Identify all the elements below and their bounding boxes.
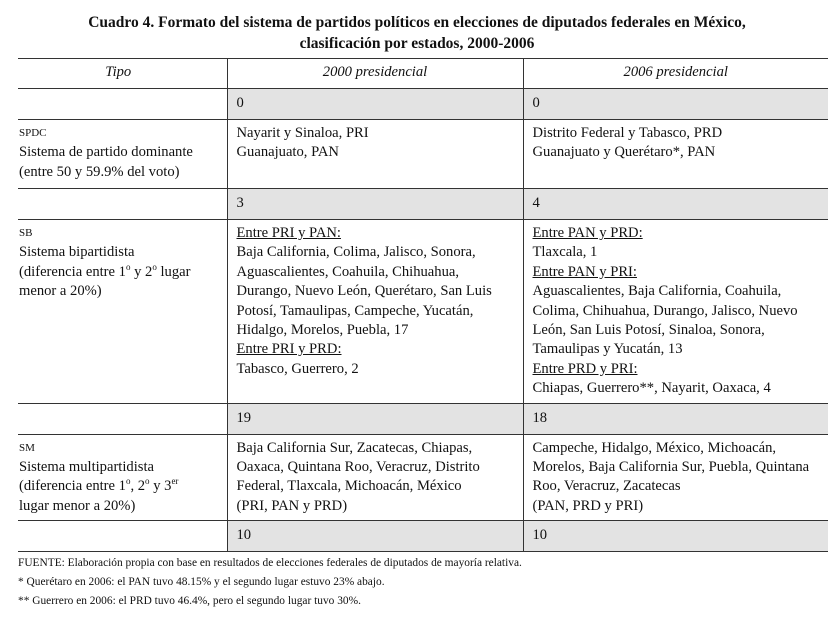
parties-text: (PRI, PAN y PRD) [236, 497, 348, 514]
pair-heading: Entre PAN y PRD: [532, 225, 643, 241]
type-name: Sistema de partido dominante [19, 144, 193, 161]
count-row [18, 403, 828, 434]
cell-2000 [227, 120, 523, 189]
party-system-table [18, 58, 828, 552]
header-tipo: Tipo [18, 59, 227, 89]
type-cell [18, 220, 227, 404]
header-row [18, 59, 828, 89]
footnote-2: ** Guerrero en 2006: el PRD tuvo 46.4%, pero el segundo lugar tuvo 30%. [18, 595, 361, 607]
table-title [0, 12, 834, 54]
states-text: Distrito Federal y Tabasco, [532, 125, 694, 141]
type-desc: lugar menor a 20%) [19, 497, 136, 514]
type-desc: (entre 50 y 59.9% del voto) [19, 163, 180, 180]
table-row-spdc [18, 120, 828, 189]
title-line-1: Cuadro 4. Formato del sistema de partidos políticos en elecciones de diputados federales en México, [88, 14, 746, 31]
type-cell [18, 120, 227, 189]
count-cell: 0 [227, 89, 523, 120]
count-cell: 18 [523, 403, 828, 434]
type-name: Sistema bipartidista [19, 244, 135, 261]
states-text: Aguascalientes, Baja California, Coahuila, Colima, Chihuahua, Durango, Jalisco, Nuevo León, San Luis Potosí, Sinaloa, Sonora, Tamaulipas y Yucatán, 13 [532, 283, 798, 358]
type-code: SB [19, 227, 33, 239]
states-text: Nayarit y Sinaloa, [236, 125, 346, 141]
type-desc: (diferencia entre 1$^o$, 2$^o$ y 3er [19, 476, 179, 495]
states-text: Guanajuato y Querétaro*, [532, 144, 688, 161]
cell-2006 [523, 434, 828, 521]
states-text: Guanajuato, [236, 144, 312, 161]
count-row [18, 521, 828, 552]
cell-2000 [227, 434, 523, 521]
pair-heading: Entre PRI y PRD: [236, 341, 342, 358]
party-label: PRI [345, 125, 369, 141]
states-text: Baja California, Colima, Jalisco, Sonora, Aguascalientes, Coahuila, Chihuahua, Durango, Nuevo León, Querétaro, San Luis Potosí, Tamaulipas, Campeche, Yucatán, Hidalgo, Morelos, Puebla, 17 [236, 244, 492, 339]
states-text: Tlaxcala, 1 [532, 244, 598, 261]
cell-2006 [523, 220, 828, 404]
type-code: SPDC [19, 127, 47, 139]
states-text: Baja California Sur, Zacatecas, Chiapas, Oaxaca, Quintana Roo, Veracruz, Distrito Federal, Tlaxcala, Michoacán, México [236, 439, 480, 495]
title-line-2: clasificación por estados, 2000-2006 [299, 35, 535, 52]
count-cell: 4 [523, 189, 828, 220]
header-2000: 2000 presidencial [227, 59, 523, 89]
party-label: PAN [687, 144, 716, 161]
footnotes [18, 554, 828, 611]
cell-2006 [523, 120, 828, 189]
count-row [18, 89, 828, 120]
type-desc: (diferencia entre 1$^o$ y 2$^o$ lugar [19, 261, 191, 280]
pair-heading: Entre PRI y PAN: [236, 225, 341, 241]
header-2006: 2006 presidencial [523, 59, 828, 89]
count-cell: 0 [523, 89, 828, 120]
pair-heading: Entre PAN y PRI: [532, 263, 637, 280]
states-text: Tabasco, Guerrero, 2 [236, 360, 359, 377]
count-row [18, 189, 828, 220]
footnote-1: * Querétaro en 2006: el PAN tuvo 48.15% y el segundo lugar estuvo 23% abajo. [18, 576, 385, 588]
source-note: FUENTE: Elaboración propia con base en resultados de elecciones federales de diputados de mayoría relativa. [18, 557, 522, 569]
type-desc: menor a 20%) [19, 283, 102, 300]
type-name: Sistema multipartidista [19, 459, 154, 476]
party-label: PRD [693, 125, 723, 141]
party-label: PAN [311, 144, 339, 161]
count-cell: 10 [523, 521, 828, 552]
parties-text: (PAN, PRD y PRI) [532, 497, 644, 514]
type-code: SM [19, 441, 35, 454]
pair-heading: Entre PRD y PRI: [532, 360, 638, 377]
count-cell: 3 [227, 189, 523, 220]
table-row-sm [18, 434, 828, 521]
count-cell: 19 [227, 403, 523, 434]
states-text: Campeche, Hidalgo, México, Michoacán, Morelos, Baja California Sur, Puebla, Quintana Roo, Veracruz, Zacatecas [532, 439, 810, 495]
table-row-sb [18, 220, 828, 404]
states-text: Chiapas, Guerrero**, Nayarit, Oaxaca, 4 [532, 380, 771, 397]
cell-2000 [227, 220, 523, 404]
type-cell [18, 434, 227, 521]
count-cell: 10 [227, 521, 523, 552]
